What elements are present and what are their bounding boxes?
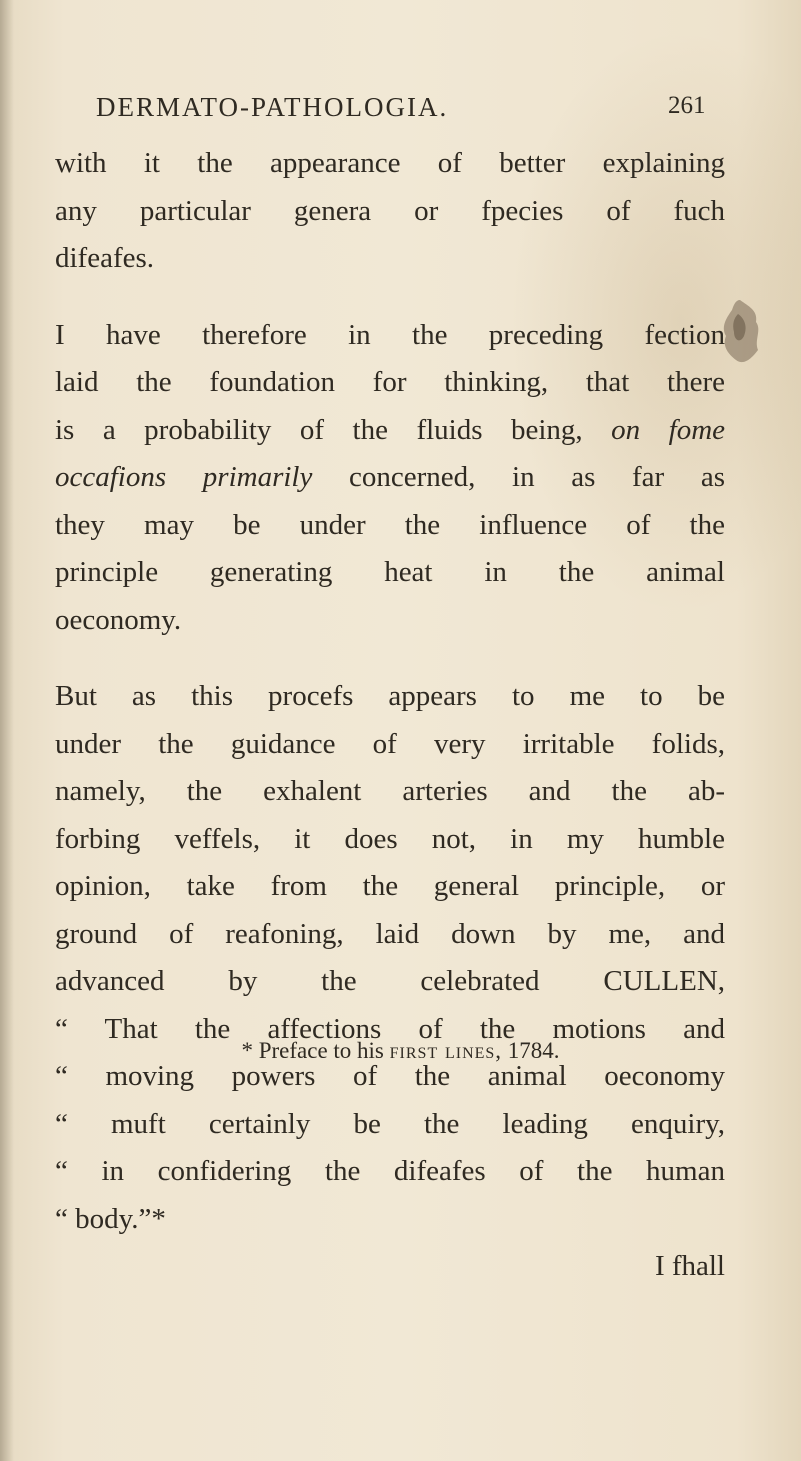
catchword: I fhall	[654, 1250, 725, 1282]
author-name: CULLEN,	[603, 965, 726, 997]
italic-phrase: occafions primarily	[55, 461, 313, 493]
text-run: is a probability of the fluids being,	[55, 413, 583, 446]
italic-phrase: on fome	[611, 413, 726, 446]
text-line	[55, 407, 725, 455]
text-line: forbing veffels, it does not, in my humble	[55, 822, 725, 855]
quote-line: “ in confidering the difeafes of the human	[55, 1155, 725, 1187]
text-line: with it the appearance of better explaining	[55, 147, 725, 179]
text-line	[55, 454, 725, 502]
text-line: they may be under the influence of the	[55, 508, 725, 541]
footnote-year: 1784.	[507, 1038, 560, 1063]
text-line: opinion, take from the general principle, or	[55, 870, 725, 902]
running-head: DERMATO-PATHOLOGIA.	[96, 92, 449, 122]
page-fold-shadow	[0, 0, 14, 1461]
text-line: any particular genera or fpecies of fuch	[55, 194, 725, 227]
text-line: laid the foundation for thinking, that there	[55, 366, 725, 398]
footnote	[0, 1038, 801, 1064]
text-line: But as this procefs appears to me to be	[55, 680, 725, 712]
footnote-prefix: * Preface to his	[241, 1038, 384, 1063]
quote-line: “ moving powers of the animal oeconomy	[55, 1060, 725, 1092]
quote-line: “ muft certainly be the leading enquiry,	[55, 1107, 725, 1140]
text-line	[55, 958, 725, 1006]
text-line: I have therefore in the preceding fection	[55, 318, 725, 351]
text-line: under the guidance of very irritable folids,	[55, 727, 725, 760]
quote-line: “ body.”*	[55, 1202, 166, 1235]
text-line: principle generating heat in the animal	[55, 556, 725, 588]
page-header	[0, 92, 801, 132]
quote-line: “ That the affections of the motions and	[55, 1012, 725, 1045]
text-line: difeafes.	[55, 242, 155, 274]
paragraph-gap	[55, 644, 725, 673]
text-line: namely, the exhalent arteries and the ab-	[55, 775, 725, 807]
text-line: ground of reafoning, laid down by me, and	[55, 917, 725, 950]
text-run: concerned, in as far as	[348, 461, 725, 493]
footnote-title: first lines,	[389, 1038, 503, 1063]
text-run: advanced by the celebrated	[55, 965, 540, 997]
paragraph-gap	[55, 283, 725, 312]
page-number: 261	[668, 92, 706, 119]
text-line: oeconomy.	[55, 603, 182, 636]
body-text	[55, 140, 725, 1291]
